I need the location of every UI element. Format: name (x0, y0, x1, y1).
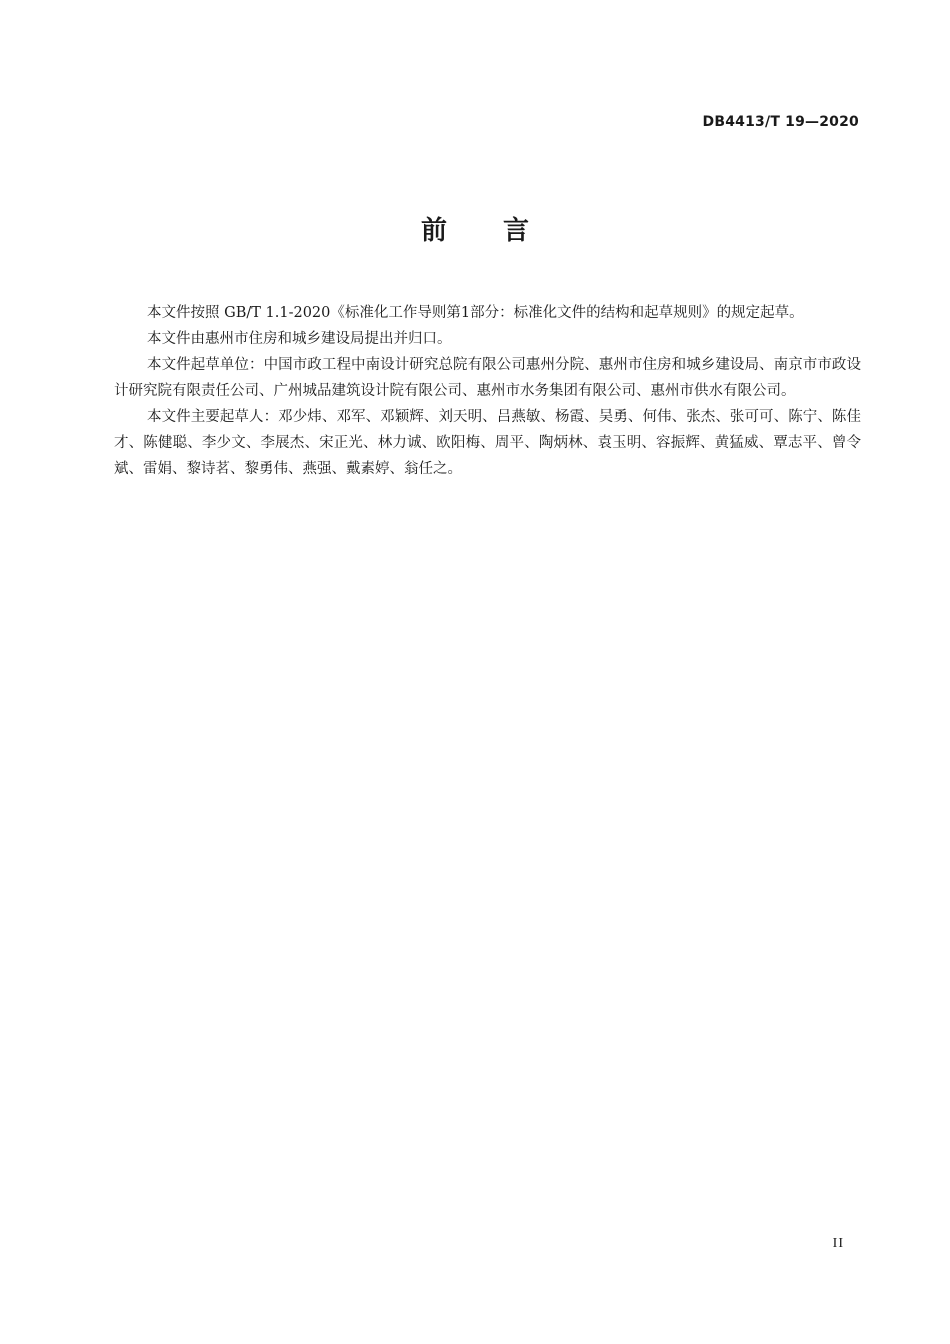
document-code: DB4413/T 19—2020 (702, 114, 859, 130)
foreword-body (114, 300, 861, 482)
page-number: II (832, 1236, 844, 1251)
paragraph-main-drafters: 本文件主要起草人：邓少炜、邓军、邓颖辉、刘天明、吕燕敏、杨霞、吴勇、何伟、张杰、张可可、陈宁、陈佳才、陈健聪、李少文、李展杰、宋正光、林力诚、欧阳梅、周平、陶炳林、袁玉明、容振辉、黄猛威、覃志平、曾令斌、雷娟、黎诗茗、黎勇伟、燕强、戴素婷、翁任之。 (114, 409, 861, 477)
paragraph-drafting-units: 本文件起草单位：中国市政工程中南设计研究总院有限公司惠州分院、惠州市住房和城乡建设局、南京市市政设计研究院有限责任公司、广州城品建筑设计院有限公司、惠州市水务集团有限公司、惠州市供水有限公司。 (114, 357, 861, 399)
paragraph-proposer: 本文件由惠州市住房和城乡建设局提出并归口。 (147, 331, 452, 347)
page-title: 前言 (420, 216, 585, 246)
paragraph-drafting-rules: 本文件按照 GB/T 1.1-2020《标准化工作导则第1部分：标准化文件的结构和起草规则》的规定起草。 (147, 305, 804, 321)
